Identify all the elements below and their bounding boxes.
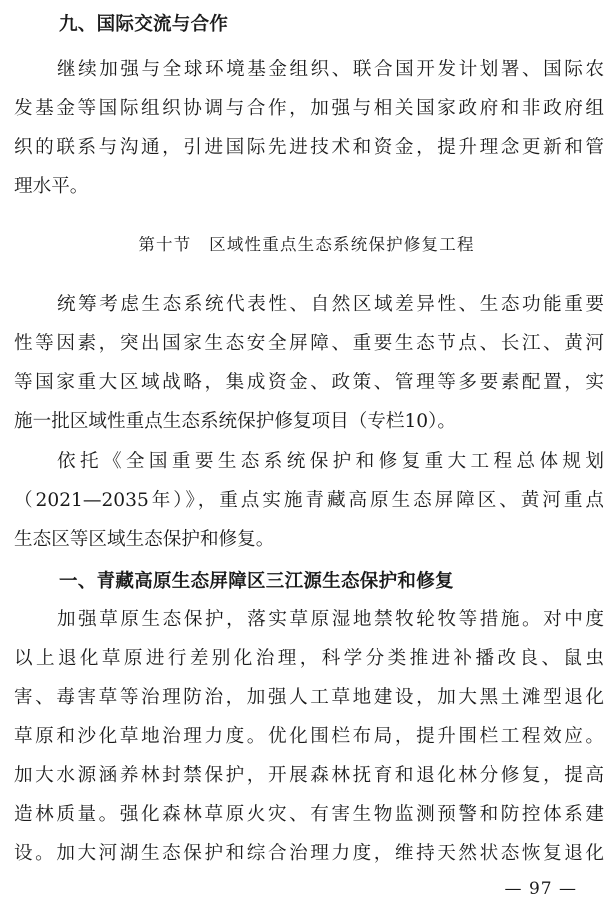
paragraph-line: 以上退化草原进行差别化治理，科学分类推进补播改良、鼠虫 (14, 648, 604, 669)
paragraph-line: 生态区等区域生态保护和修复。 (14, 529, 275, 550)
paragraph-line: 施一批区域性重点生态系统保护修复项目（专栏10）。 (14, 411, 457, 432)
paragraph-line: 发基金等国际组织协调与合作，加强与相关国家政府和非政府组 (14, 98, 604, 119)
paragraph-line: 继续加强与全球环境基金组织、联合国开发计划署、国际农 (57, 59, 604, 80)
paragraph-line: 性等因素，突出国家生态安全屏障、重要生态节点、长江、黄河 (14, 333, 604, 354)
paragraph-line: 加大水源涵养林封禁保护，开展森林抚育和退化林分修复，提高 (14, 765, 604, 786)
paragraph-line: 织的联系与沟通，引进国际先进技术和资金，提升理念更新和管 (14, 137, 604, 158)
paragraph-line: （2021—2035年）》，重点实施青藏高原生态屏障区、黄河重点 (14, 490, 604, 511)
paragraph-line: 依托《全国重要生态系统保护和修复重大工程总体规划 (57, 451, 604, 472)
paragraph-line: 造林质量。强化森林草原火灾、有害生物监测预警和防控体系建 (14, 804, 604, 825)
section-title: 第十节 区域性重点生态系统保护修复工程 (138, 235, 475, 254)
paragraph-line: 加强草原生态保护，落实草原湿地禁牧轮牧等措施。对中度 (57, 609, 604, 630)
heading-international-cooperation: 九、国际交流与合作 (59, 14, 229, 35)
paragraph-line: 统筹考虑生态系统代表性、自然区域差异性、生态功能重要 (57, 294, 604, 315)
paragraph-line: 草原和沙化草地治理力度。优化围栏布局，提升围栏工程效应。 (14, 726, 604, 747)
paragraph-line: 设。加大河湖生态保护和综合治理力度，维持天然状态恢复退化 (14, 843, 604, 864)
paragraph-line: 等国家重大区域战略，集成资金、政策、管理等多要素配置，实 (14, 372, 604, 393)
paragraph-line: 害、毒害草等治理防治，加强人工草地建设，加大黑土滩型退化 (14, 687, 604, 708)
page-number: — 97 — (504, 879, 577, 899)
paragraph-line: 理水平。 (14, 176, 89, 197)
heading-qinghai-tibet-restoration: 一、青藏高原生态屏障区三江源生态保护和修复 (59, 571, 454, 592)
